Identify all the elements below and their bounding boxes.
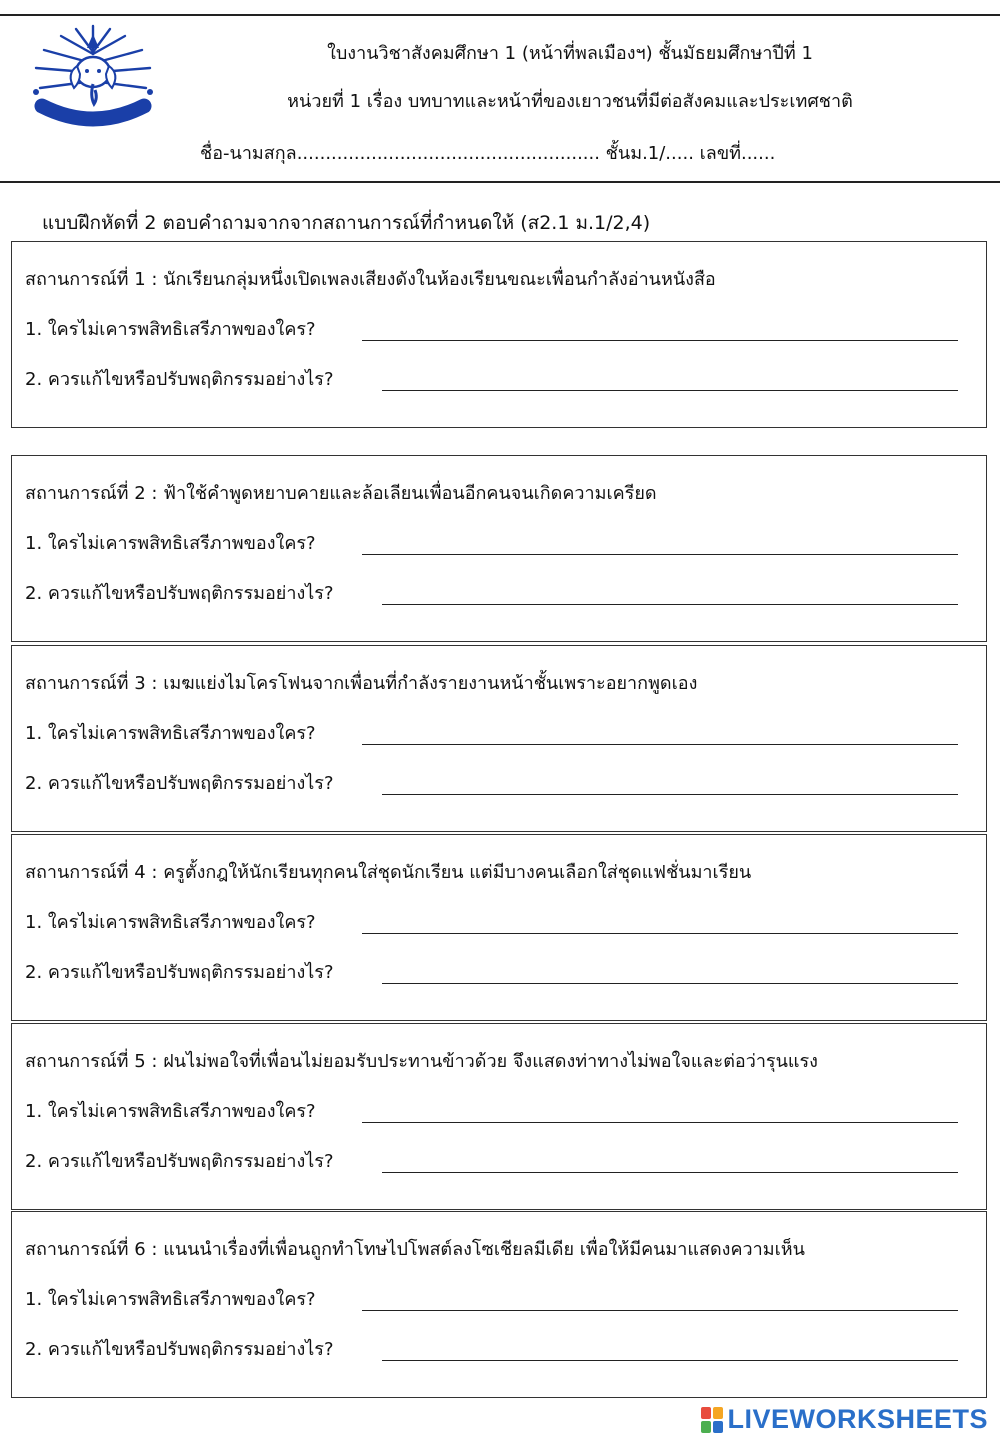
- question-who: 1. ใครไม่เคารพสิทธิเสรีภาพของใคร?: [25, 912, 316, 933]
- question-who: 1. ใครไม่เคารพสิทธิเสรีภาพของใคร?: [25, 723, 316, 744]
- question-how: 2. ควรแก้ไขหรือปรับพฤติกรรมอย่างไร?: [25, 1151, 334, 1172]
- question-who: 1. ใครไม่เคารพสิทธิเสรีภาพของใคร?: [25, 1101, 316, 1122]
- answer-line-who[interactable]: [362, 744, 958, 745]
- answer-line-who[interactable]: [362, 554, 958, 555]
- unit-title: หน่วยที่ 1 เรื่อง บทบาทและหน้าที่ของเยาวชนที่มีต่อสังคมและประเทศชาติ: [287, 91, 853, 112]
- situation-box: [11, 834, 987, 1021]
- question-who: 1. ใครไม่เคารพสิทธิเสรีภาพของใคร?: [25, 319, 316, 340]
- watermark-text: LIVEWORKSHEETS: [727, 1404, 988, 1434]
- header-bottom-rule: [0, 181, 1000, 183]
- question-who: 1. ใครไม่เคารพสิทธิเสรีภาพของใคร?: [25, 1289, 316, 1310]
- school-logo: [28, 22, 158, 127]
- situation-title: สถานการณ์ที่ 4 : ครูตั้งกฎให้นักเรียนทุกคนใส่ชุดนักเรียน แต่มีบางคนเลือกใส่ชุดแฟชั่นมาเรียน: [25, 862, 752, 883]
- answer-line-how[interactable]: [382, 1172, 958, 1173]
- question-how: 2. ควรแก้ไขหรือปรับพฤติกรรมอย่างไร?: [25, 773, 334, 794]
- situation-title: สถานการณ์ที่ 6 : แนนนำเรื่องที่เพื่อนถูกทำโทษไปโพสต์ลงโซเชียลมีเดีย เพื่อให้มีคนมาแสดงความเห็น: [25, 1239, 805, 1260]
- situation-box: [11, 455, 987, 642]
- question-how: 2. ควรแก้ไขหรือปรับพฤติกรรมอย่างไร?: [25, 1339, 334, 1360]
- answer-line-how[interactable]: [382, 983, 958, 984]
- student-info-line[interactable]: ชื่อ-นามสกุล..................................................... ชั้นม.1/..... เลขที่......: [200, 143, 776, 164]
- answer-line-how[interactable]: [382, 604, 958, 605]
- answer-line-who[interactable]: [362, 340, 958, 341]
- situation-title: สถานการณ์ที่ 1 : นักเรียนกลุ่มหนึ่งเปิดเพลงเสียงดังในห้องเรียนขณะเพื่อนกำลังอ่านหนังสือ: [25, 269, 716, 290]
- situation-box: [11, 241, 987, 428]
- answer-line-how[interactable]: [382, 794, 958, 795]
- liveworksheets-watermark: [701, 1404, 988, 1435]
- exercise-instruction: แบบฝึกหัดที่ 2 ตอบคำถามจากจากสถานการณ์ที่กำหนดให้ (ส2.1 ม.1/2,4): [42, 212, 651, 234]
- worksheet-title: ใบงานวิชาสังคมศึกษา 1 (หน้าที่พลเมืองฯ) ชั้นมัธยมศึกษาปีที่ 1: [327, 43, 813, 64]
- answer-line-who[interactable]: [362, 1310, 958, 1311]
- answer-line-who[interactable]: [362, 933, 958, 934]
- question-how: 2. ควรแก้ไขหรือปรับพฤติกรรมอย่างไร?: [25, 369, 334, 390]
- situation-box: [11, 1023, 987, 1210]
- situation-title: สถานการณ์ที่ 5 : ฝนไม่พอใจที่เพื่อนไม่ยอมรับประทานข้าวด้วย จึงแสดงท่าทางไม่พอใจและต่อว่ารุนแรง: [25, 1051, 818, 1072]
- liveworksheets-logo-icon: [701, 1407, 723, 1433]
- answer-line-how[interactable]: [382, 390, 958, 391]
- question-how: 2. ควรแก้ไขหรือปรับพฤติกรรมอย่างไร?: [25, 962, 334, 983]
- question-who: 1. ใครไม่เคารพสิทธิเสรีภาพของใคร?: [25, 533, 316, 554]
- elephant-emblem-icon: [28, 22, 158, 127]
- situation-box: [11, 645, 987, 832]
- answer-line-how[interactable]: [382, 1360, 958, 1361]
- situation-title: สถานการณ์ที่ 3 : เมฆแย่งไมโครโฟนจากเพื่อนที่กำลังรายงานหน้าชั้นเพราะอยากพูดเอง: [25, 673, 698, 694]
- top-rule: [0, 14, 1000, 16]
- situation-title: สถานการณ์ที่ 2 : ฟ้าใช้คำพูดหยาบคายและล้อเลียนเพื่อนอีกคนจนเกิดความเครียด: [25, 483, 657, 504]
- question-how: 2. ควรแก้ไขหรือปรับพฤติกรรมอย่างไร?: [25, 583, 334, 604]
- situation-box: [11, 1211, 987, 1398]
- answer-line-who[interactable]: [362, 1122, 958, 1123]
